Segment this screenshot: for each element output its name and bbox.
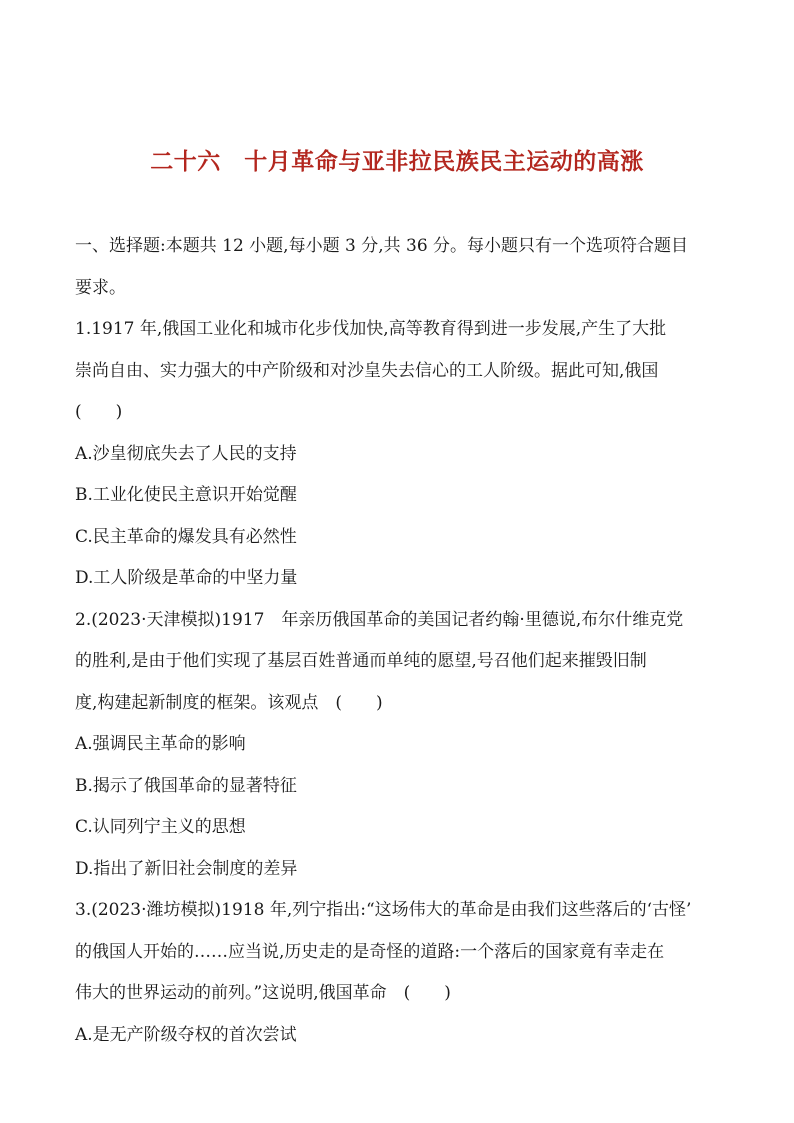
question-stem-line: 伟大的世界运动的前列。”这说明,俄国革命 ( ) xyxy=(75,983,451,1003)
option-d: D.工人阶级是革命的中坚力量 xyxy=(75,568,298,588)
section-instructions xyxy=(75,226,721,309)
question-stem-line: 崇尚自由、实力强大的中产阶级和对沙皇失去信心的工人阶级。据此可知,俄国 xyxy=(75,360,659,381)
option-a: A.强调民主革命的影响 xyxy=(75,734,246,754)
question-2 xyxy=(75,600,721,891)
question-3 xyxy=(75,890,721,1056)
option-b: B.工业化使民主意识开始觉醒 xyxy=(75,485,297,505)
option-a: A.是无产阶级夺权的首次尝试 xyxy=(75,1024,297,1045)
question-stem-line: 2.(2023·天津模拟)1917 年亲历俄国革命的美国记者约翰·里德说,布尔什维克党 xyxy=(75,609,684,630)
document-body xyxy=(75,226,721,1056)
question-stem-line: 的胜利,是由于他们实现了基层百姓普通而单纯的愿望,号召他们起来摧毁旧制 xyxy=(75,651,647,671)
question-stem-line: 的俄国人开始的……应当说,历史走的是奇怪的道路:一个落后的国家竟有幸走在 xyxy=(75,941,665,962)
option-c: C.民主革命的爆发具有必然性 xyxy=(75,526,297,547)
option-c: C.认同列宁主义的思想 xyxy=(75,817,246,837)
option-a: A.沙皇彻底失去了人民的支持 xyxy=(75,443,297,464)
instruction-line: 一、选择题:本题共 12 小题,每小题 3 分,共 36 分。每小题只有一个选项符合题目 xyxy=(75,236,689,256)
option-b: B.揭示了俄国革命的显著特征 xyxy=(75,775,297,796)
question-stem-line: 度,构建起新制度的框架。该观点 ( ) xyxy=(75,692,383,713)
question-1 xyxy=(75,309,721,600)
question-stem-line: 3.(2023·潍坊模拟)1918 年,列宁指出:“这场伟大的革命是由我们这些落后的‘古怪’ xyxy=(75,900,692,920)
page-title: 二十六 十月革命与亚非拉民族民主运动的高涨 xyxy=(150,149,644,175)
instruction-line: 要求。 xyxy=(75,277,126,298)
option-d: D.指出了新旧社会制度的差异 xyxy=(75,858,298,879)
question-stem-line: ( ) xyxy=(75,402,123,422)
question-stem-line: 1.1917 年,俄国工业化和城市化步伐加快,高等教育得到进一步发展,产生了大批 xyxy=(75,319,667,339)
